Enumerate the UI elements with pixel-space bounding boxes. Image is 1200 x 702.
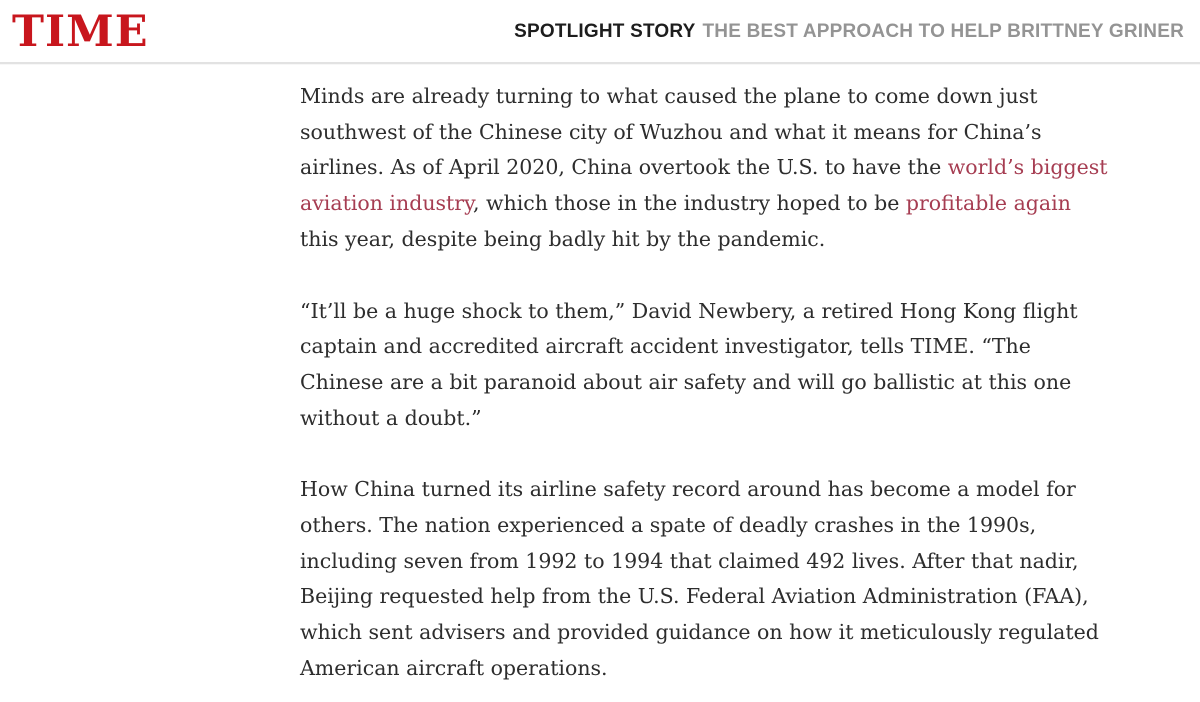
- text-segment: How China turned its airline safety record around has become a model for others. The nation experienced a spate of deadly crashes in the 1990s, including seven from 1992 to 1994 that claimed 492 lives. After that nadir, Beijing requested help from the U.S. Federal Aviation Administration (FAA), which sent advisers and provided guidance on how it meticulously regulated American aircraft operations.: [300, 477, 1099, 680]
- inline-link[interactable]: profitable again: [905, 191, 1071, 216]
- time-logo[interactable]: TIME: [12, 7, 149, 57]
- paragraph: [300, 472, 1110, 686]
- text-segment: , which those in the industry hoped to be: [472, 191, 906, 216]
- site-header: [0, 0, 1200, 64]
- spotlight-title: THE BEST APPROACH TO HELP BRITTNEY GRINER: [702, 21, 1184, 42]
- text-segment: “It’ll be a huge shock to them,” David Newbery, a retired Hong Kong flight captain and accredited aircraft accident investigator, tells TIME. “The Chinese are a bit paranoid about air safety and will go ballistic at this one without a doubt.”: [300, 298, 1078, 430]
- text-segment: this year, despite being badly hit by the pandemic.: [300, 226, 826, 251]
- inline-link[interactable]: world’s biggest aviation industry: [300, 155, 1108, 216]
- text-segment: Minds are already turning to what caused the plane to come down just southwest of the Chinese city of Wuzhou and what it means for China’s airlines. As of April 2020, China overtook the U.S. to have the: [300, 84, 1042, 180]
- paragraph: [300, 294, 1110, 437]
- spotlight-story-banner[interactable]: [514, 21, 1184, 43]
- article-body: [300, 64, 1110, 687]
- paragraph: [300, 79, 1110, 258]
- spotlight-label: SPOTLIGHT STORY: [514, 21, 696, 42]
